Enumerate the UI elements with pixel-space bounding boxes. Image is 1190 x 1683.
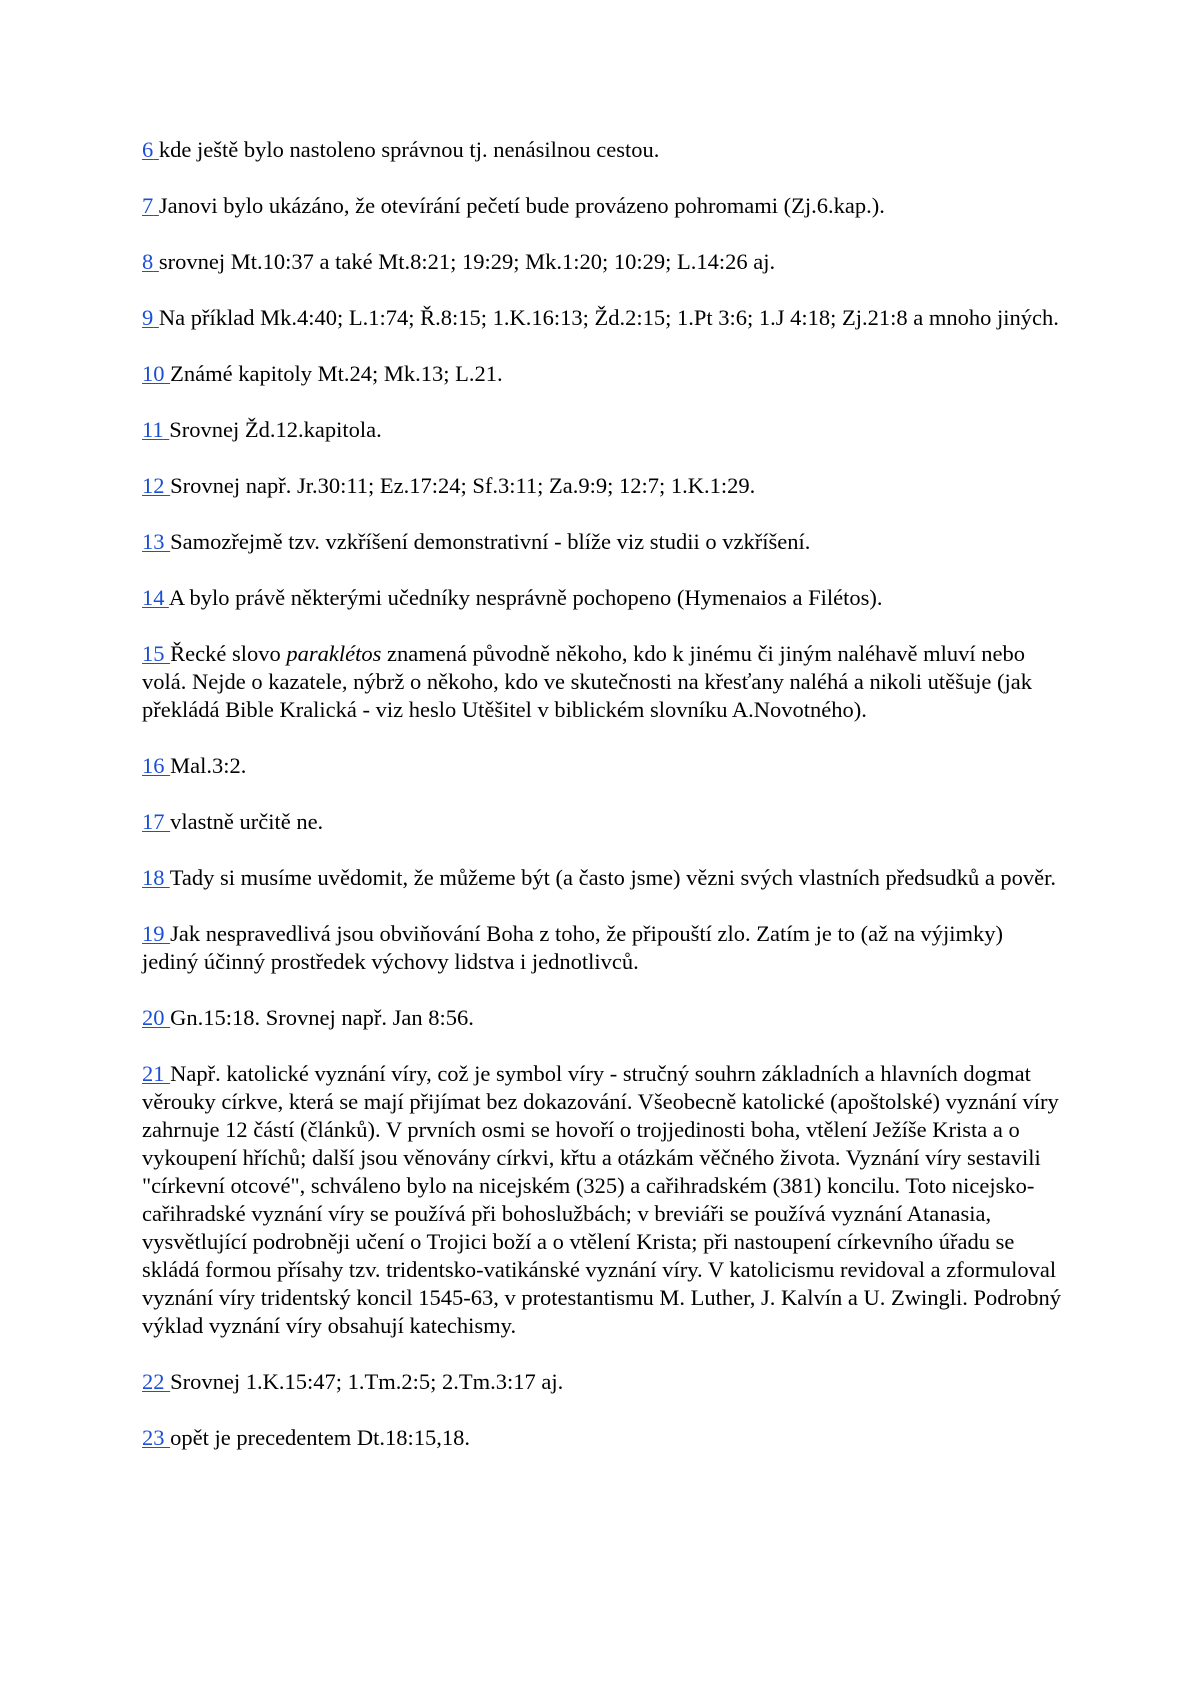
footnote-text: Např. katolické vyznání víry, což je symbol víry - stručný souhrn základních a hlavních dogmat věrouky církve, která se mají přijímat bez dokazování. Všeobecně katolické (apoštolské) vyznání víry zahrnuje 12 částí (článků). V prvních osmi se hovoří o trojjedinosti boha, vtělení Ježíše Krista a o vykoupení hříchů; další jsou věnovány církvi, křtu a otázkám věčného života. Vyznání víry sestavili "církevní otcové", schváleno bylo na nicejském (325) a cařihradském (381) koncilu. Toto nicejsko-cařihradské vyznání víry se používá při bohoslužbách; v breviáři se používá vyznání Atanasia, vysvětlující podrobněji učení o Trojici boží a o vtělení Krista; při nastoupení církevního úřadu se skládá formou přísahy tzv. tridentsko-vatikánské vyznání víry. V katolicismu revidoval a zformuloval vyznání víry tridentský koncil 1545-63, v protestantismu M. Luther, J. Kalvín a U. Zwingli. Podrobný výklad vyznání víry obsahují katechismy.	[142, 1061, 1061, 1338]
footnote-19	[142, 920, 1062, 976]
greek-term: paraklétos	[286, 641, 382, 666]
footnote-12	[142, 472, 1062, 500]
footnote-link-13[interactable]: 13	[142, 529, 165, 554]
footnote-17	[142, 808, 1062, 836]
footnote-text: Řecké slovo	[170, 641, 281, 666]
footnote-9	[142, 304, 1062, 332]
footnote-link-6[interactable]: 6	[142, 137, 154, 162]
footnote-text: Na příklad Mk.4:40; L.1:74; Ř.8:15; 1.K.16:13; Žd.2:15; 1.Pt 3:6; 1.J 4:18; Zj.21:8 a mnoho jiných.	[158, 305, 1059, 330]
footnote-link-16[interactable]: 16	[142, 753, 165, 778]
footnote-text: znamená původně někoho, kdo k jinému či jiným naléhavě mluví nebo volá. Nejde o kazatele, nýbrž o někoho, kdo ve skutečnosti na křesťany naléhá a nikoli utěšuje (jak překládá Bible Kralická - viz heslo Utěšitel v biblickém slovníku A.Novotného).	[142, 641, 1032, 722]
footnote-text: Jak nespravedlivá jsou obviňování Boha z toho, že připouští zlo. Zatím je to (až na výjimky) jediný účinný prostředek výchovy lidstva i jednotlivců.	[142, 921, 1004, 974]
footnote-link-11[interactable]: 11	[142, 417, 164, 442]
footnote-link-20[interactable]: 20	[142, 1005, 165, 1030]
footnotes-page	[142, 136, 1062, 1480]
footnote-text: srovnej Mt.10:37 a také Mt.8:21; 19:29; Mk.1:20; 10:29; L.14:26 aj.	[158, 249, 776, 274]
footnote-18	[142, 864, 1062, 892]
footnote-text: Janovi bylo ukázáno, že otevírání pečetí bude provázeno pohromami (Zj.6.kap.).	[158, 193, 885, 218]
footnote-link-12[interactable]: 12	[142, 473, 165, 498]
footnote-11	[142, 416, 1062, 444]
footnote-link-10[interactable]: 10	[142, 361, 165, 386]
footnote-link-17[interactable]: 17	[142, 809, 165, 834]
footnote-link-8[interactable]: 8	[142, 249, 154, 274]
footnote-14	[142, 584, 1062, 612]
footnote-16	[142, 752, 1062, 780]
footnote-link-19[interactable]: 19	[142, 921, 165, 946]
footnote-link-9[interactable]: 9	[142, 305, 154, 330]
footnote-text: Srovnej 1.K.15:47; 1.Tm.2:5; 2.Tm.3:17 aj.	[170, 1369, 564, 1394]
footnote-text: Mal.3:2.	[170, 753, 247, 778]
footnote-link-15[interactable]: 15	[142, 641, 165, 666]
footnote-8	[142, 248, 1062, 276]
footnote-link-18[interactable]: 18	[142, 865, 165, 890]
footnote-15	[142, 640, 1062, 724]
footnote-20	[142, 1004, 1062, 1032]
footnote-link-21[interactable]: 21	[142, 1061, 165, 1086]
footnote-text: kde ještě bylo nastoleno správnou tj. nenásilnou cestou.	[158, 137, 660, 162]
footnote-text: opět je precedentem Dt.18:15,18.	[170, 1425, 471, 1450]
footnote-text: Gn.15:18. Srovnej např. Jan 8:56.	[170, 1005, 474, 1030]
footnote-21	[142, 1060, 1062, 1340]
footnote-link-23[interactable]: 23	[142, 1425, 165, 1450]
footnote-link-14[interactable]: 14	[142, 585, 165, 610]
footnote-13	[142, 528, 1062, 556]
footnote-text: vlastně určitě ne.	[170, 809, 324, 834]
footnote-22	[142, 1368, 1062, 1396]
footnote-text: Známé kapitoly Mt.24; Mk.13; L.21.	[170, 361, 503, 386]
footnote-10	[142, 360, 1062, 388]
footnote-text: Samozřejmě tzv. vzkříšení demonstrativní - blíže viz studii o vzkříšení.	[170, 529, 811, 554]
footnote-text: Srovnej Žd.12.kapitola.	[169, 417, 382, 442]
footnote-7	[142, 192, 1062, 220]
footnote-text: Tady si musíme uvědomit, že můžeme být (a často jsme) vězni svých vlastních předsudků a pověr.	[169, 865, 1057, 890]
footnote-23	[142, 1424, 1062, 1452]
footnote-6	[142, 136, 1062, 164]
footnote-text: A bylo právě některými učedníky nesprávně pochopeno (Hymenaios a Filétos).	[168, 585, 883, 610]
footnote-link-22[interactable]: 22	[142, 1369, 165, 1394]
footnote-link-7[interactable]: 7	[142, 193, 154, 218]
footnote-text: Srovnej např. Jr.30:11; Ez.17:24; Sf.3:11; Za.9:9; 12:7; 1.K.1:29.	[170, 473, 756, 498]
